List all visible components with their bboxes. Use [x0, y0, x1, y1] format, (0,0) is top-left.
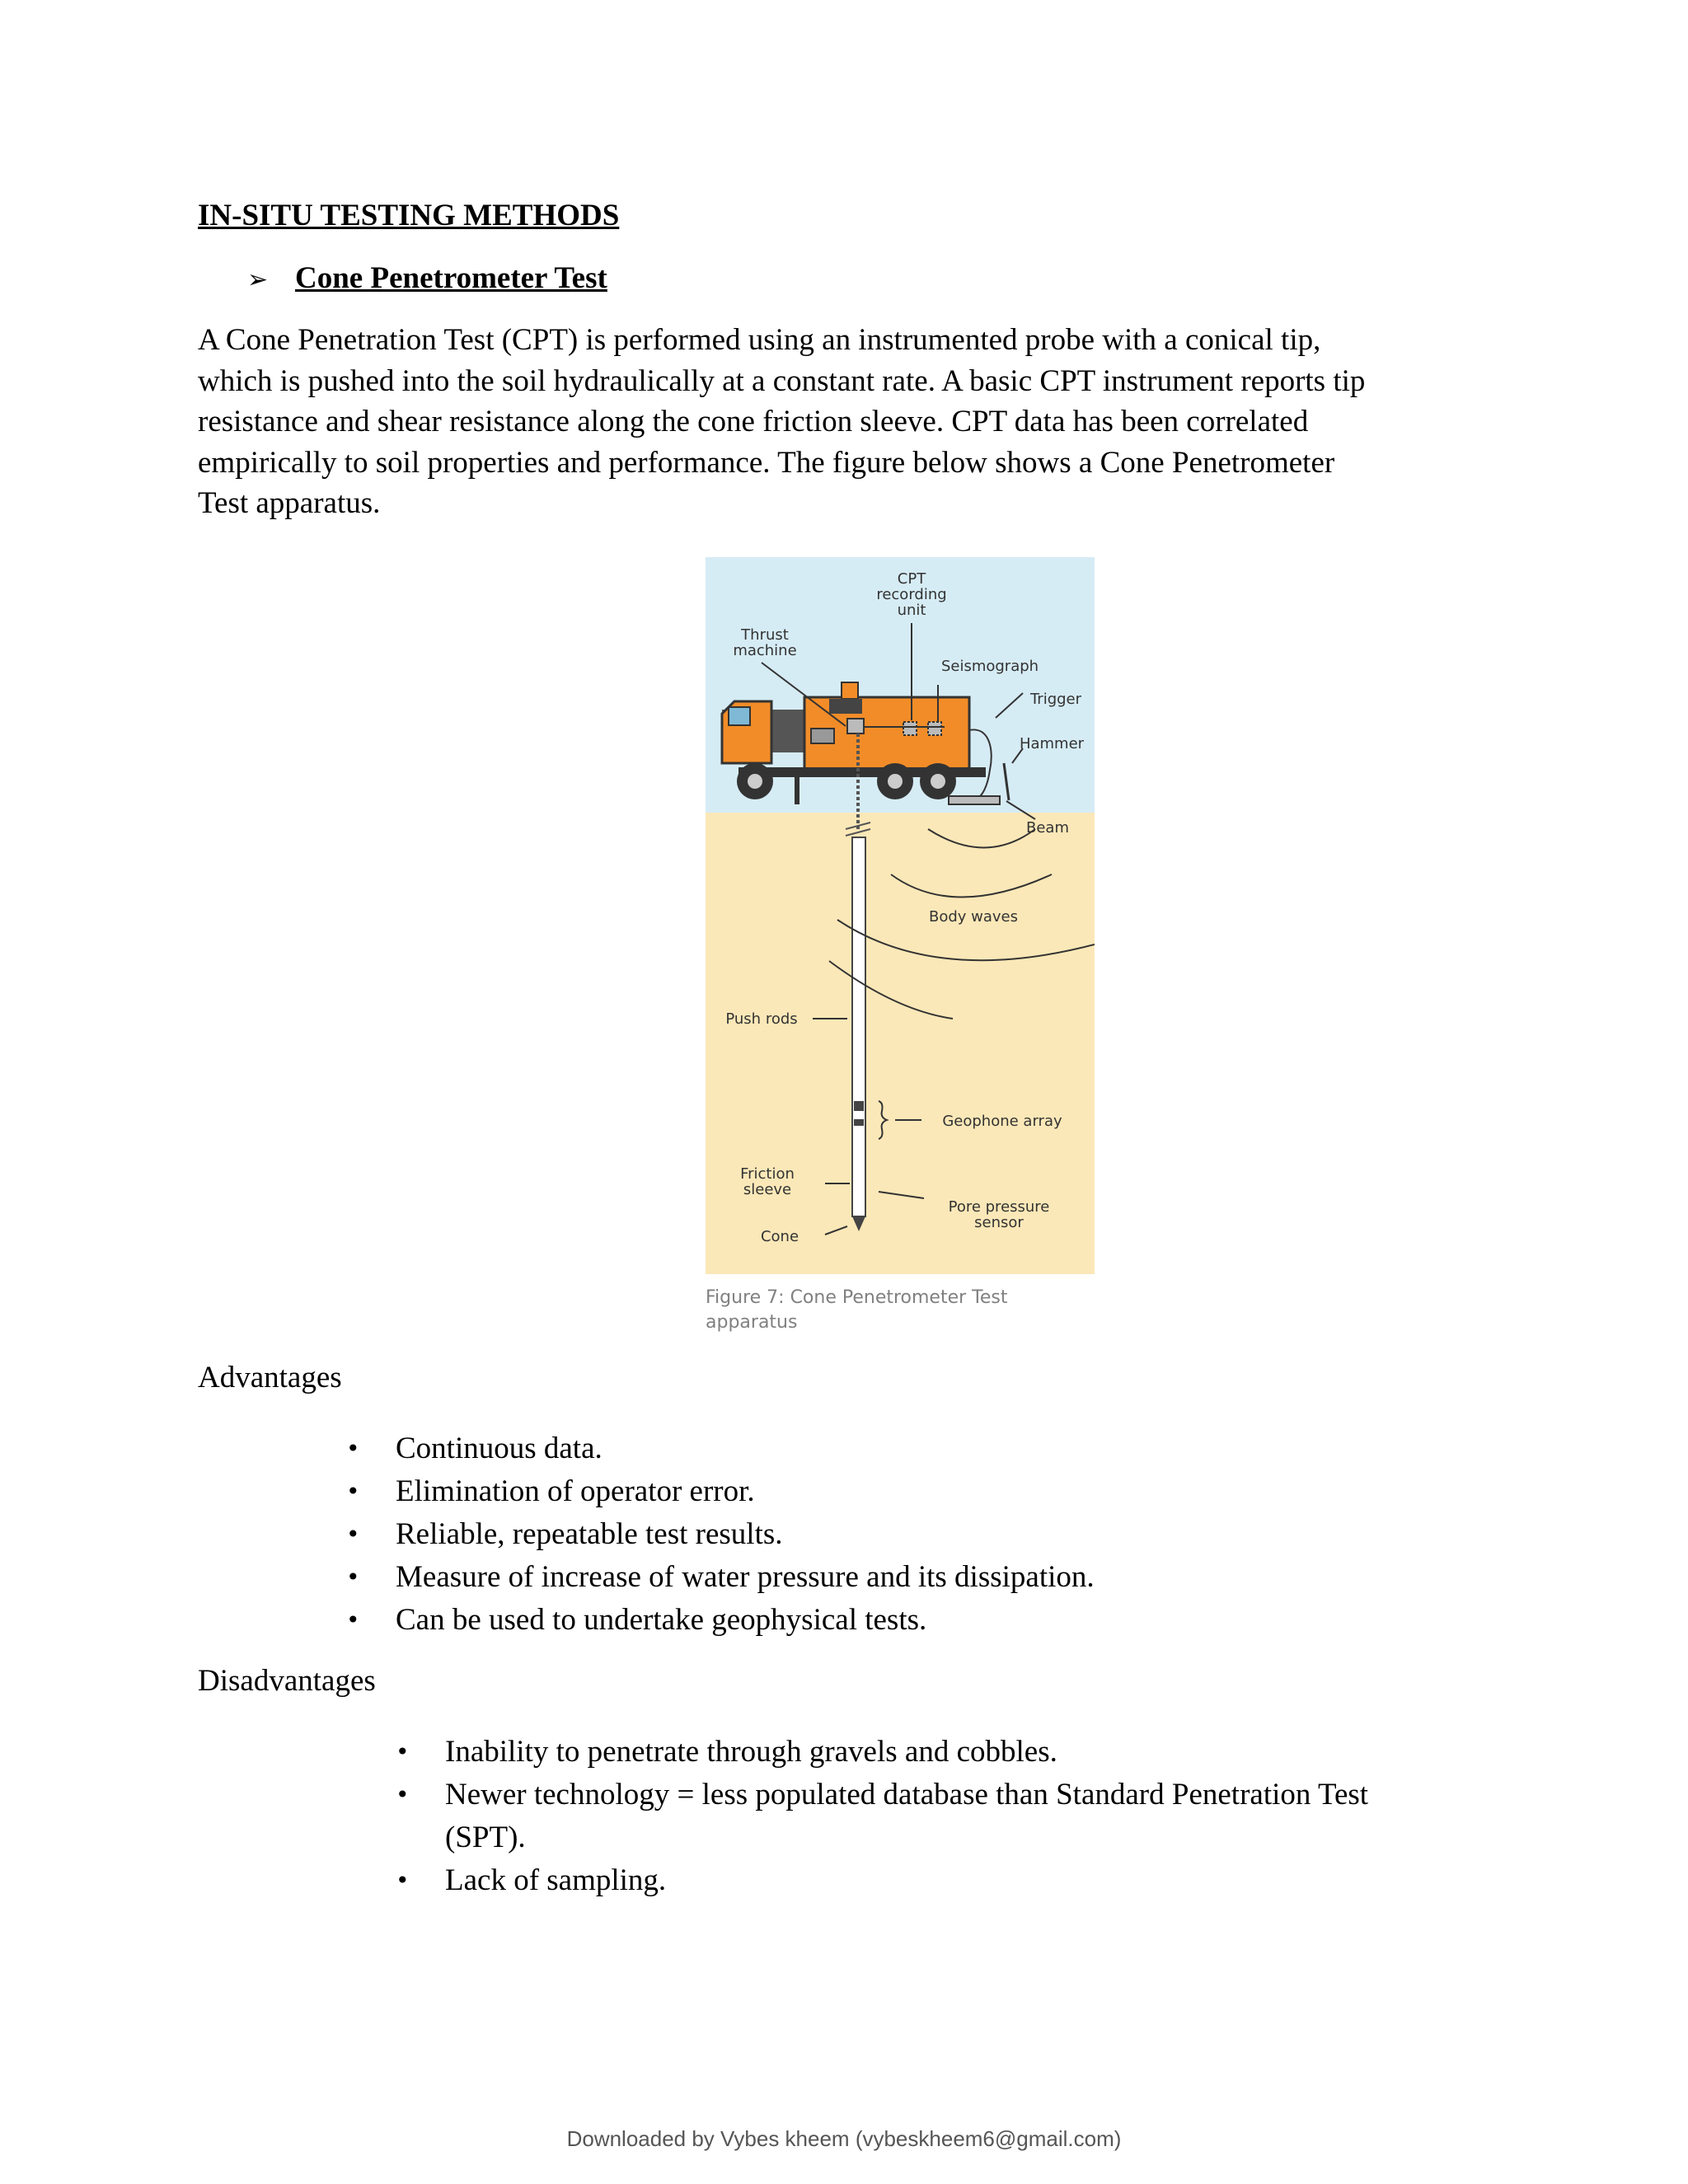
label-trigger: Trigger: [1029, 691, 1082, 708]
list-item: • Measure of increase of water pressure and its dissipation.: [346, 1556, 1500, 1599]
advantages-label: Advantages: [198, 1361, 342, 1394]
label-thrust-2: machine: [733, 642, 797, 659]
intro-line: empirically to soil properties and performance. The figure below shows a Cone Penetrometer: [198, 445, 1335, 480]
label-friction-1: Friction: [740, 1165, 795, 1183]
bullet-icon: •: [346, 1478, 360, 1505]
intro-line: Test apparatus.: [198, 486, 381, 520]
figure-caption: [706, 1286, 1101, 1335]
intro-line: A Cone Penetration Test (CPT) is performed using an instrumented probe with a conical tip,: [198, 323, 1321, 357]
list-item: • Continuous data.: [346, 1427, 1500, 1470]
advantages-list: [346, 1427, 1500, 1642]
label-friction-2: sleeve: [743, 1181, 792, 1198]
list-item-continuation: (SPT).: [445, 1821, 526, 1854]
label-pore-1: Pore pressure: [948, 1198, 1050, 1216]
label-pore-2: sensor: [974, 1214, 1024, 1231]
arrow-bullet-icon: ➢: [247, 265, 269, 294]
label-cone: Cone: [760, 1228, 799, 1245]
label-cpt-2: recording: [876, 586, 947, 603]
label-cpt-3: unit: [897, 602, 926, 619]
disadvantages-label: Disadvantages: [198, 1664, 376, 1698]
bullet-icon: •: [346, 1435, 360, 1462]
label-geophone: Geophone array: [942, 1113, 1062, 1130]
label-push-rods: Push rods: [725, 1010, 798, 1028]
subsection-title: Cone Penetrometer Test: [295, 261, 607, 295]
bullet-icon: •: [396, 1738, 410, 1765]
caption-line: Figure 7: Cone Penetrometer Test: [706, 1287, 1008, 1308]
label-seismograph: Seismograph: [940, 658, 1039, 675]
label-body-waves: Body waves: [928, 908, 1019, 926]
subsection-heading: [247, 260, 607, 296]
cpt-apparatus-figure: [706, 557, 1095, 1274]
intro-paragraph: [198, 320, 1484, 524]
list-item: • Reliable, repeatable test results.: [346, 1513, 1500, 1556]
disadvantages-list: [396, 1731, 1550, 1902]
caption-line: apparatus: [706, 1312, 798, 1333]
page-heading: IN-SITU TESTING METHODS: [198, 199, 620, 232]
label-hammer: Hammer: [1019, 735, 1085, 752]
list-item: • Elimination of operator error.: [346, 1470, 1500, 1513]
bullet-icon: •: [346, 1521, 360, 1548]
list-item: • Can be used to undertake geophysical tests.: [346, 1599, 1500, 1642]
list-item: • Lack of sampling.: [396, 1859, 1550, 1902]
intro-line: which is pushed into the soil hydraulically at a constant rate. A basic CPT instrument reports tip: [198, 363, 1366, 398]
bullet-icon: •: [346, 1606, 360, 1633]
label-thrust-1: Thrust: [741, 626, 789, 644]
bullet-icon: •: [346, 1563, 360, 1591]
beam-plate: [949, 796, 1000, 804]
label-beam: Beam: [1026, 819, 1069, 837]
bullet-icon: •: [396, 1781, 410, 1808]
list-item: • Newer technology = less populated database than Standard Penetration Test: [396, 1774, 1550, 1816]
bullet-icon: •: [396, 1867, 410, 1894]
list-item: • Inability to penetrate through gravels and cobbles.: [396, 1731, 1550, 1774]
label-cpt-1: CPT: [897, 570, 926, 588]
intro-line: resistance and shear resistance along the cone friction sleeve. CPT data has been correlated: [198, 405, 1309, 438]
download-footer: Downloaded by Vybes kheem (vybeskheem6@gmail.com): [566, 2126, 1122, 2151]
